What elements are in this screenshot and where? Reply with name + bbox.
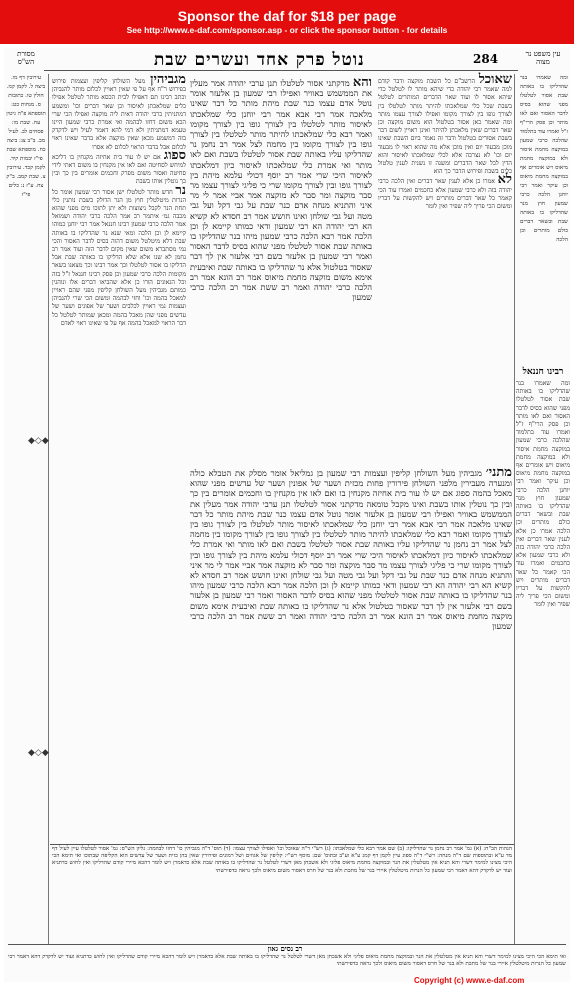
rashi-right-text-2: אמרו כן אלא לענין שאר דברים ואין הלכה כרבי יהודה בזה ולא כרבי שמעון אלא כחכמים ואמרו עוד הכי קאמר כל שאר דברים מותרים ויש להקשות על דבריו ומשום הכי פריך ליה שפיר ואין לומר [378,178,512,211]
rabbeinu-chananel-text: ומה שאמרו בנר שהדליקו בו באותה שבת אסור לטלטלו מפני שהוא בסיס לדבר האסור ואם לאו מותר וכן פסק הרי"ף ז"ל ואמרו עוד בתלמוד שהלכה כרבי שמעון במוקצה מחמת איסור ולא במוקצה מחמת מיאוס ויש אומרים אף במוקצה מחמת מיאוס וכן עיקר ואמר רבי יוחנן הלכה כרבי שמעון חוץ מנר שהדליקו בו באותה שבת ובשאר דברים כולם מותרים וכן הלכה [516,380,571,535]
rashi-lead-word-2: לא [497,172,512,188]
page-header [4,48,570,72]
commentary-left-text: חדש מותר לטלטלו ישן אסור רבי שמעון אומר כל הנרות מיטלטלין חוץ מן הנר הדולק בשבת נותנין כלי תחת הנר לקבל ניצוצות ולא יתן לתוכו מים מפני שהוא מכבה גמ׳ איתמר רב אמר הלכה כרבי יהודה ושמואל אמר הלכה כרבי שמעון רבינו חננאל אמר רבי יוחנן כמוהו קיימא לן וכן הלכה ומאי שנא נר שהדליקו בו באותה שבת דלא מיטלטל משום דהוה בסיס לדבר האסור והכי נמי מסתברא משום שאין מקום לדבר הזה ועוד אמר רב נחמן לא שנו אלא שלא הדליקו בו באותה שבת אבל הדליקו בו אסור לטלטלו וכך אמר רבינו וכך מצאנו בשאר מקומות הלכה כרבי שמעון וכן פסק רבינו חננאל ז"ל בזה וכל הגאונים הורו כן אלא שהביאו דברים אלו ונוהגין כמותם [51,188,186,295]
rashi-right-text: הרשב"ם כל השבת מוקצה ודבר קודם למה שאמר רבי יהודה כדי שיהא מותר לו לטלטל כדי שיהא אסור לו ועוד שאר הדברים המותרים לטלטל בשבת שכל כלי שמלאכתו להיתר מותר לטלטלו בין לצורך גופו בין לצורך מקומו ואפילו לצורך עצמו מותר ומה שאמר כאן אסור בטלטול הוא משום מוקצה וכן שאר דברים שאין מלאכתן להיתר ואינן ראויין לשום דבר בשבת אסורים בטלטול ודבר זה נאמר ביום השבת שאינו מוכן מבעוד יום ואין מוכן אלא מה שהוא ראוי לו מבעוד יום וכו' לא נצרכה אלא לכלי שמלאכתו לאיסור והוא הדין לכל שאר הדברים ומשנה זו נשנית לענין טלטול כלים בשבת ופירוש הדבר כך הוא [378,78,512,176]
header-left-label: מסורת הש"ס [17,50,35,66]
mishnah-lead-word: מתני׳ [485,465,512,480]
rabbeinu-chananel-heading: רבינו חננאל [522,367,564,377]
header-divider [44,70,518,71]
footnotes-text-cont: ואי תימא הכי היכי מצינו למימר דשרי והא תניא אין מטלטלין את הנר ובמוקצה מחמת מיאוס פליגי ולא אשכחן מאן דשרי לטלטל נר שהדליקו בו באותה שבת אלא כדאמרן ויש לומר דהכא מיירי קודם שהדליקו ואין לחוש כדתניא ועוד יש לדקדק דהא דאמר רבי שמעון כל הנרות מיטלטלין איירי בנר של מתכת ולא בנר של חרס דאסור משום מיאוס ולכך נראה כדפירשתי [52,853,512,874]
margin-right-text: ומה שאמרו בנר שהדליקו בו באותה שבת אסור לטלטלו מפני שהוא בסיס לדבר האסור ואם לאו מותר וכן פסק הרי"ף ז"ל ואמרו עוד בתלמוד שהלכה כרבי שמעון במוקצה מחמת איסור ולא במוקצה מחמת מיאוס ויש אומרים אף במוקצה מחמת מיאוס וכן עיקר ואמר רבי יוחנן הלכה כרבי שמעון חוץ מנר שהדליקו בו באותה שבת ובשאר דברים כולם מותרים וכן הלכה [520,75,568,243]
rashi-lead-word: שאוכל [478,72,512,87]
bottom-commentary-text: ואי תימא הכי היכי מצינו למימר דשרי והא תניא אין מטלטלין את הנר ובמוקצה מחמת מיאוס פליגי ולא אשכחן מאן דשרי לטלטל נר שהדליקו בו באותה שבת אלא כדאמרן ויש לומר דהכא מיירי קודם שהדליקו ואין לחוש כדתניא ועוד יש לדקדק דהא דאמר רבי שמעון כל הנרות מיטלטלין איירי בנר של מתכת ולא בנר של חרס דאסור משום מיאוס ולכך נראה כדפירשתי [8,954,566,968]
rabbeinu-chananel-column [516,380,570,942]
tosafot-text: מעל השולחן קליפין ועצמות פירוש בפירוש ר"ח אף על פי שאין ראויין לכלום מותר להגביהן וכתב רבינו תם דאפילו לבית הכסא מותר לטלטל אפילו כלים שמלאכתן לאיסור וכן שאר דברים וכו' ומשמע דמתניתין כרבי יהודה דאית ליה מוקצה ואפילו הכי שרי הכא משום דחזו לבהמה ואי אמרת כרבי שמעון היינו טעמא דמתניתין ולא דמי להא דאמר לעיל ויש לדקדק בזה דמשמע מכאן שאין מוקצה אלא בדבר שאינו ראוי לכלום אבל בדבר הראוי לכלום לא אסרו [52,78,186,151]
commentary-lead-word: נר [175,182,186,198]
header-right-label: עין משפט נר מצוה [525,50,561,66]
page-number: 284 [473,52,499,66]
sponsor-subline: See http://www.e-daf.com/sponsor.asp - or click the sponsor button - for details [126,25,448,35]
rabbeinu-chananel-text-cont: אמרו כן אלא לענין שאר דברים ואין הלכה כרבי יהודה בזה ולא כרבי שמעון אלא כחכמים ואמרו עוד הכי קאמר כל שאר דברים מותרים ויש להקשות על דבריו ומשום הכי פריך ליה שפיר ואין לומר [516,527,570,609]
notes-divider [50,844,514,845]
sponsor-banner[interactable] [0,0,574,44]
gemara-lead-word: והא [352,75,372,90]
tosafot-lead-word-2: ספוג [163,147,186,163]
outer-right-margin [520,74,568,243]
chapter-title: נוטל פרק אחד ועשרים שבת [154,50,365,70]
ornament-diamond-icon: ◆◇◆ [28,748,49,758]
left-margin-divider [48,74,49,944]
talmud-page-image [4,48,570,982]
copyright-notice: Copyright (c) www.e-daf.com [414,976,525,985]
sponsor-headline: Sponsor the daf for $18 per page [177,8,397,24]
right-margin-divider [514,74,515,944]
footnotes-block [52,846,512,942]
tosafot-lead-word: מגביהין [150,72,186,87]
gemara-upper-column [190,75,372,468]
outer-left-margin [6,74,46,914]
commentary-left-text-2: מגביהין מעל השולחן קליפין מפני שהם ראויין למאכל בהמה וכו' וחזי לבהמה ומשום הכי שרי להגביהן ועצמות נמי ראויין לכלבים ושער של אפונים ושער של עדשים מפני שהן מאכל בהמה ומכאן שמותר לטלטל כל דבר הראוי למאכל בהמה אף על פי שאינו ראוי לאדם [52,287,186,327]
masoret-hashas-text: עירובין דף מו. ביצה ל. לקמן קמ. חולין טו. כתובות ס. מנחות כט: תוספתא פ"ה גיטין עח. שבת מו: פסחים לב. לעיל מב. ב"ב צג: ביצה כח. מוספתא שבת פי"ז יבמות קיד. לקמן קכד. עירובין צ. שבת קמב. ב"ק צח. ע"ז נ: כלים פי"ז [6,75,46,198]
tosafot-text-2: אם יש לו עור בית אחיזה מקנחין בו דליכא למיחש לסחיטה ואם לאו אין מקנחין בו משום דאתי לידי סחיטה ואסור משום מפרק וחכמים אומרים בין כך ובין כך נוטלין אותו בשבת [52,153,186,186]
rashi-right-column [378,72,512,466]
mishnah-text: מגביהין מעל השולחן קליפין ועצמות רבי שמעון בן גמליאל אומר מסלק את הטבלא כולה ומנערה מעבירין מלפני השולחן פירורין פחות מכזית ושער של אפונין ושער של עדשים מפני שהוא מאכל בהמה ספוג אם יש לו עור בית אחיזה מקנחין בו ואם לאו אין מקנחין בו וחכמים אומרים בין כך ובין כך נוטלין אותו בשבת ואינו מקבל טומאה [190,468,512,509]
gemara-text: מדקתני אסור לטלטלו תנן ערבי יהודה אמר מעלין את הממשמש באוויר ואפילו רבי שמעון בן אלעזר אומר נוטל אדם עצמו כנר שבת מיהת מותר כל דבר שאינו מלאכה אמר רבי אבא אמר רבי יוחנן כלי שמלאכתו לאיסור מותר לטלטלו בין לצורך גופו בין לצורך מקומו ואמר רבא כלי שמלאכתו להיתר מותר לטלטלו בין לצורך גופו בין לצורך מקומו בין מחמה לצל אמר רב נחמן נר שהדליקו עליו באותה שבת אסור לטלטלו בשבת ואם לאו מותר ואי אמרת כלי שמלאכתו לאיסור כיון דמלאכתו לאיסור היכי שרי אמר רב יוסף דכולי עלמא מיהת בין לצורך גופו ובין לצורך מקומו שרי כי פליגי לצורך עצמו מר סבר מוקצה ומר סבר לא מוקצה אמר אביי אמר לי מר איני והתניא מנחה אדם כנר שבת על גבי דקל ועל גבי מטה ועל גבי שולחן ואינו חושש אמר רב חסדא לא קשיא הא רבי יהודה הא רבי שמעון ודאי כמותו קיימא לן וכן הלכה אמר רבא הלכה כרבי שמעון מיהו בנר שהדליקו בו באותה שבת אסור לטלטלו מפני שהוא בסיס לדבר האסור ואמר רבי שמעון בן אלעזר בשם רבי אלעזר אין לך דבר שאסור בטלטול אלא נר שהדליקו בו באותה שבת ואיבעית אימא משום מוקצה מחמת מיאוס אמר רב הונא אמר רב הלכה כרבי יהודה ואמר רב ששת אמר רב הלכה כרבי שמעון [190,78,372,303]
tosafot-left-column [51,72,186,842]
gemara-continuation: מדקתני אסור לטלטלו תנן ערבי יהודה אמר מעלין את הממשמש באוויר ואפילו רבי שמעון בן אלעזר אומר נוטל אדם עצמו כנר שבת מיהת מותר כל דבר שאינו מלאכה אמר רבי אבא אמר רבי יוחנן כלי שמלאכתו לאיסור מותר לטלטלו בין לצורך גופו בין לצורך מקומו ואמר רבא כלי שמלאכתו להיתר מותר לטלטלו בין לצורך גופו בין לצורך מקומו בין מחמה לצל אמר רב נחמן נר שהדליקו עליו באותה שבת אסור לטלטלו בשבת ואם לאו מותר ואי אמרת כלי שמלאכתו לאיסור כיון דמלאכתו לאיסור היכי שרי אמר רב יוסף דכולי עלמא מיהת בין לצורך גופו ובין לצורך מקומו שרי כי פליגי לצורך עצמו מר סבר מוקצה ומר סבר לא מוקצה אמר אביי אמר לי מר איני והתניא מנחה אדם כנר שבת על גבי דקל ועל גבי מטה ועל גבי שולחן ואינו חושש אמר רב חסדא לא קשיא הא רבי יהודה הא רבי שמעון ודאי כמותו קיימא לן וכן הלכה אמר רבא הלכה כרבי שמעון מיהו בנר שהדליקו בו באותה שבת אסור לטלטלו מפני שהוא בסיס לדבר האסור ואמר רבי שמעון בן אלעזר בשם רבי אלעזר אין לך דבר שאסור בטלטול אלא נר שהדליקו בו באותה שבת ואיבעית אימא משום מוקצה מחמת מיאוס אמר רב הונא אמר רב הלכה כרבי יהודה ואמר רב ששת אמר רב הלכה כרבי שמעון [190,498,512,632]
ornament-diamond-icon: ◆◇◆ [28,436,49,446]
gemara-wide-column [190,465,512,840]
rav-nissim-heading: רב נסים גאון [267,944,303,953]
footnotes-text: הגהות הב"ח: (א) גמ' אמר רב נחמן נר שהדליקו: (ב) שם אמר רבא כלי שמלאכתו: (ג) רש"י ד"ה שאוכל וכו' ואפילו לצורך עצמו: (ד) תוס' ד"ה מגביהין כו' דחזו לבהמה: גליון הש"ס: גמ' אסור לטלטלו עיין לעיל דף מד ע"א ובתוספות שם ד"ה מנחה: רש"י ד"ה ספוג עיין לקמן דף קמג ע"א וע"ב ובתוס' שם: מוסף רש"י: קליפין של אגוזים ושל רמונים ופירורין שאין בהן כזית ושער של עדשים הוא הקליפה שבתוכו [52,846,513,860]
